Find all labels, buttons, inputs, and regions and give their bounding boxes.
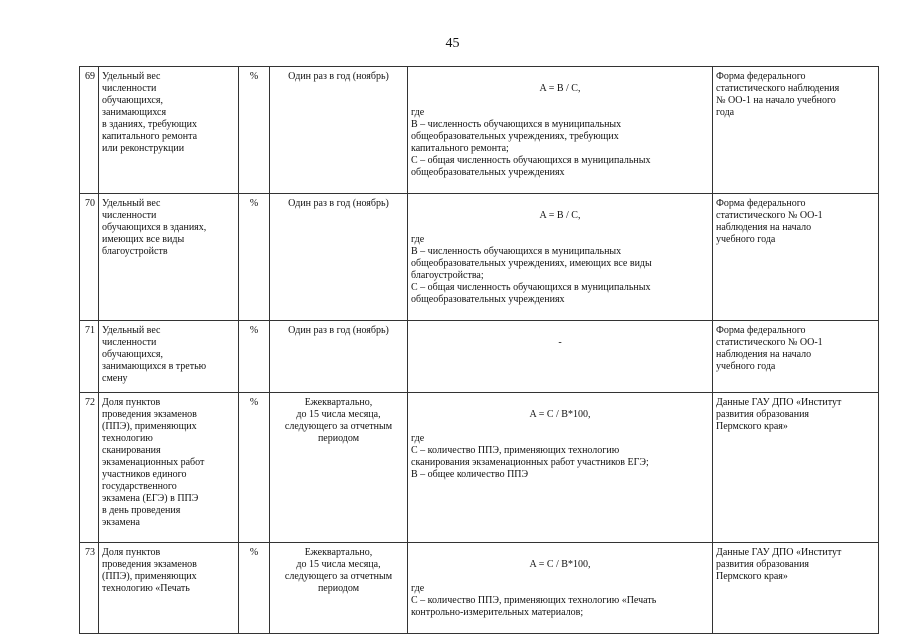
data-source: Форма федерального статистического наблюдения № ОО-1 на начало учебного года xyxy=(713,67,879,194)
formula-expression: A = B / C, xyxy=(539,83,581,94)
row-number: 69 xyxy=(80,67,99,194)
data-source: Форма федерального статистического № ОО-1 наблюдения на начало учебного года xyxy=(713,321,879,393)
row-number: 70 xyxy=(80,194,99,321)
reporting-frequency: Ежеквартально, до 15 числа месяца, следующего за отчетным периодом xyxy=(270,543,408,634)
reporting-frequency: Ежеквартально, до 15 числа месяца, следующего за отчетным периодом xyxy=(270,393,408,543)
indicator-name: Удельный вес численности обучающихся, занимающихся в третью смену xyxy=(99,321,239,393)
table-row xyxy=(80,543,879,634)
unit-of-measure: % xyxy=(239,543,270,634)
reporting-frequency: Один раз в год (ноябрь) xyxy=(270,194,408,321)
row-number: 73 xyxy=(80,543,99,634)
data-source: Данные ГАУ ДПО «Институт развития образования Пермского края» xyxy=(713,393,879,543)
table-row xyxy=(80,393,879,543)
table-row xyxy=(80,194,879,321)
formula-explanation: где C – количество ППЭ, применяющих технологию «Печать контрольно-измерительных материалов; xyxy=(411,583,657,618)
formula-expression: A = B / C, xyxy=(539,210,581,221)
data-source: Форма федерального статистического № ОО-1 наблюдения на начало учебного года xyxy=(713,194,879,321)
calculation-formula xyxy=(408,543,713,634)
indicator-name: Доля пунктов проведения экзаменов (ППЭ), применяющих технологию «Печать xyxy=(99,543,239,634)
calculation-formula xyxy=(408,67,713,194)
reporting-frequency: Один раз в год (ноябрь) xyxy=(270,321,408,393)
formula-expression: - xyxy=(558,337,562,348)
unit-of-measure: % xyxy=(239,194,270,321)
formula-explanation: где B – численность обучающихся в муниципальных общеобразовательных учреждениях, имеющих все виды благоустройства; C – общая численность обучающихся в муниципальных общеобразовательных учреждениях xyxy=(411,234,652,305)
calculation-formula xyxy=(408,321,713,393)
unit-of-measure: % xyxy=(239,393,270,543)
table-row xyxy=(80,67,879,194)
formula-expression: A = C / B*100, xyxy=(529,559,591,570)
row-number: 71 xyxy=(80,321,99,393)
unit-of-measure: % xyxy=(239,321,270,393)
formula-expression: A = C / B*100, xyxy=(529,409,591,420)
page-number: 45 xyxy=(445,36,460,51)
data-source: Данные ГАУ ДПО «Институт развития образования Пермского края» xyxy=(713,543,879,634)
row-number: 72 xyxy=(80,393,99,543)
reporting-frequency: Один раз в год (ноябрь) xyxy=(270,67,408,194)
formula-explanation: где B – численность обучающихся в муниципальных общеобразовательных учреждениях, требующих капитального ремонта; C – общая численность обучающихся в муниципальных общеобразовательных учреждениях xyxy=(411,107,651,178)
unit-of-measure: % xyxy=(239,67,270,194)
calculation-formula xyxy=(408,194,713,321)
table-row xyxy=(80,321,879,393)
indicator-name: Доля пунктов проведения экзаменов (ППЭ), применяющих технологию сканирования экзаменационных работ участников единого государственного экзамена (ЕГЭ) в ППЭ в день проведения экзамена xyxy=(99,393,239,543)
indicator-name: Удельный вес численности обучающихся в зданиях, имеющих все виды благоустройств xyxy=(99,194,239,321)
indicators-table xyxy=(79,66,879,634)
indicator-name: Удельный вес численности обучающихся, занимающихся в зданиях, требующих капитального ремонта или реконструкции xyxy=(99,67,239,194)
formula-explanation: где C – количество ППЭ, применяющих технологию сканирования экзаменационных работ участников ЕГЭ; B – общее количество ППЭ xyxy=(411,433,649,480)
calculation-formula xyxy=(408,393,713,543)
